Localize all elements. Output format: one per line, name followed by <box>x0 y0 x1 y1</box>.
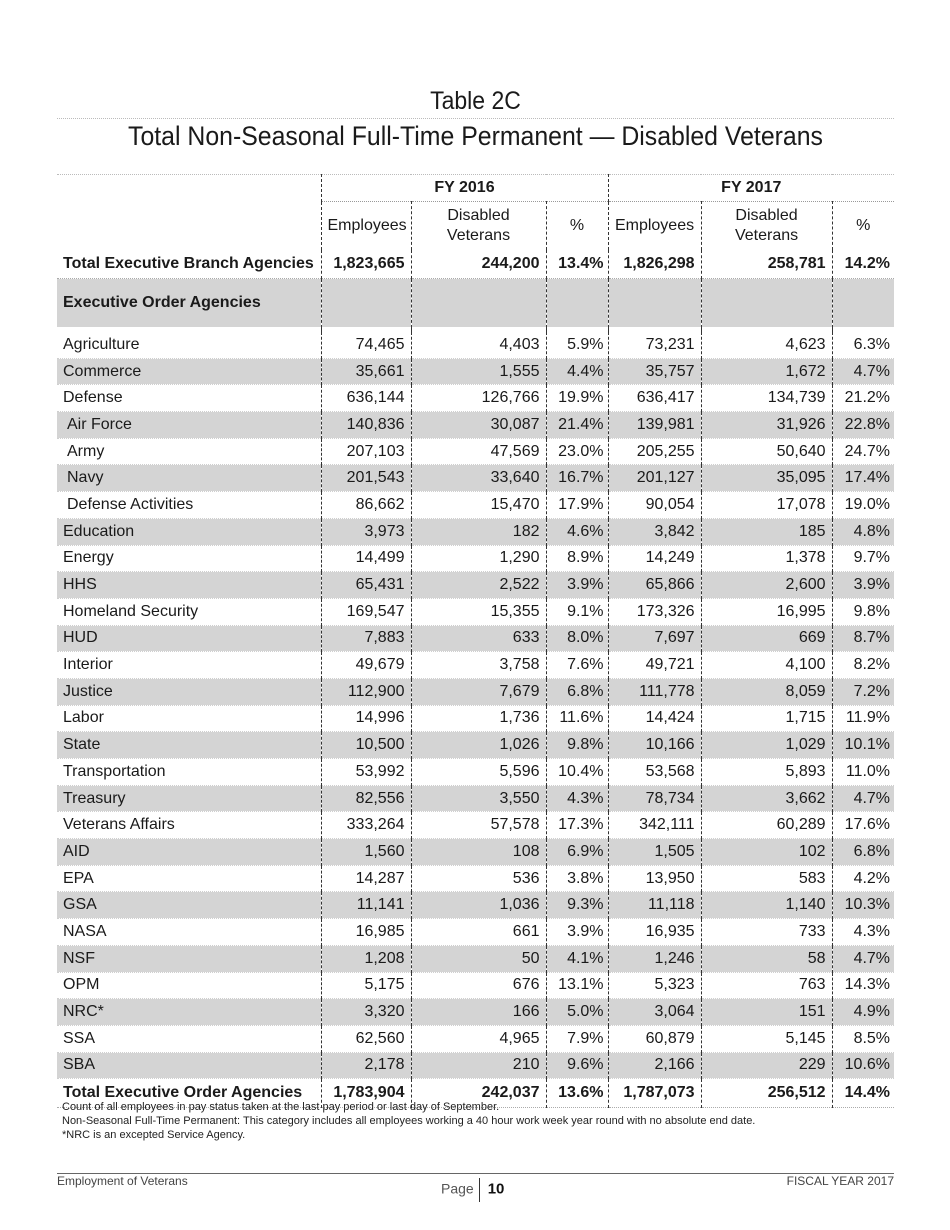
table-cell: 1,026 <box>411 732 546 759</box>
cell: 1,826,298 <box>608 250 701 279</box>
table-cell: 60,289 <box>701 812 832 839</box>
col-percent-2016: % <box>546 202 608 251</box>
table-cell: 3,973 <box>321 518 411 545</box>
table-cell: 30,087 <box>411 412 546 439</box>
table-cell: 6.8% <box>546 678 608 705</box>
agency-name: Agriculture <box>57 332 321 358</box>
table-row <box>57 892 894 919</box>
table-cell: 57,578 <box>411 812 546 839</box>
table-cell: 4,623 <box>701 332 832 358</box>
table-cell: 49,721 <box>608 652 701 679</box>
table-cell: 134,739 <box>701 385 832 412</box>
table-cell: 15,470 <box>411 492 546 519</box>
table-cell: 49,679 <box>321 652 411 679</box>
table-cell: 1,505 <box>608 839 701 866</box>
table-cell: 3.9% <box>832 572 894 599</box>
title-divider <box>57 118 894 119</box>
table-row <box>57 438 894 465</box>
table-cell: 166 <box>411 999 546 1026</box>
table-cell: 11.6% <box>546 705 608 732</box>
group-fy2017: FY 2017 <box>608 175 894 202</box>
table-cell: 229 <box>701 1052 832 1079</box>
table-cell: 10.1% <box>832 732 894 759</box>
section-label: Executive Order Agencies <box>57 279 321 328</box>
group-header-row <box>57 175 894 202</box>
table-cell: 201,543 <box>321 465 411 492</box>
table-cell: 4.7% <box>832 785 894 812</box>
table-cell: 14,287 <box>321 865 411 892</box>
table-cell: 4,403 <box>411 332 546 358</box>
table-cell: 24.7% <box>832 438 894 465</box>
agency-name: Defense <box>57 385 321 412</box>
agency-name: Homeland Security <box>57 598 321 625</box>
footnote: Non-Seasonal Full-Time Permanent: This category includes all employees working a 40 hour work week year round with no absolute end date. <box>62 1115 756 1127</box>
table-cell: 31,926 <box>701 412 832 439</box>
table-cell: 8.0% <box>546 625 608 652</box>
table-row <box>57 385 894 412</box>
agency-name: Education <box>57 518 321 545</box>
table-cell: 11,118 <box>608 892 701 919</box>
table-cell: 22.8% <box>832 412 894 439</box>
table-row <box>57 812 894 839</box>
table-cell: 151 <box>701 999 832 1026</box>
table-cell: 126,766 <box>411 385 546 412</box>
veterans-table <box>57 174 894 1108</box>
table-cell: 73,231 <box>608 332 701 358</box>
table-cell: 4,100 <box>701 652 832 679</box>
table-cell: 7,883 <box>321 625 411 652</box>
agency-name: Justice <box>57 678 321 705</box>
table-row <box>57 1025 894 1052</box>
table-cell: 1,029 <box>701 732 832 759</box>
table-cell: 205,255 <box>608 438 701 465</box>
cell: 13.4% <box>546 250 608 279</box>
table-cell: 11,141 <box>321 892 411 919</box>
table-cell: 35,661 <box>321 358 411 385</box>
table-cell: 17.3% <box>546 812 608 839</box>
table-cell: 10,166 <box>608 732 701 759</box>
agency-name: Defense Activities <box>57 492 321 519</box>
table-cell: 6.9% <box>546 839 608 866</box>
column-header-row <box>57 202 894 251</box>
cell: 14.2% <box>832 250 894 279</box>
table-cell: 8.5% <box>832 1025 894 1052</box>
footer-left-text: Employment of Veterans <box>57 1174 188 1188</box>
agency-name: AID <box>57 839 321 866</box>
table-row <box>57 945 894 972</box>
table-cell: 3,662 <box>701 785 832 812</box>
table-cell: 17.6% <box>832 812 894 839</box>
table-cell: 9.8% <box>832 598 894 625</box>
table-cell: 10,500 <box>321 732 411 759</box>
table-cell: 4.3% <box>832 919 894 946</box>
agency-name: NSF <box>57 945 321 972</box>
footnote: *NRC is an excepted Service Agency. <box>62 1129 246 1141</box>
table-cell: 1,246 <box>608 945 701 972</box>
table-cell: 8,059 <box>701 678 832 705</box>
table-cell: 4.6% <box>546 518 608 545</box>
agency-name: EPA <box>57 865 321 892</box>
table-cell: 14,249 <box>608 545 701 572</box>
table-cell: 676 <box>411 972 546 999</box>
table-cell: 3,064 <box>608 999 701 1026</box>
row-label: Total Executive Branch Agencies <box>57 250 321 279</box>
table-cell: 9.1% <box>546 598 608 625</box>
table-row <box>57 972 894 999</box>
table-cell: 2,178 <box>321 1052 411 1079</box>
agency-name: NRC* <box>57 999 321 1026</box>
table-cell: 14.4% <box>832 1079 894 1108</box>
table-cell: 4.7% <box>832 945 894 972</box>
table-cell: 763 <box>701 972 832 999</box>
table-cell: 2,522 <box>411 572 546 599</box>
table-row <box>57 999 894 1026</box>
table-cell: 8.9% <box>546 545 608 572</box>
table-cell: 5,145 <box>701 1025 832 1052</box>
table-cell: 2,600 <box>701 572 832 599</box>
table-cell: 62,560 <box>321 1025 411 1052</box>
table-cell: 4.1% <box>546 945 608 972</box>
agency-name: Commerce <box>57 358 321 385</box>
table-row <box>57 332 894 358</box>
table-cell: 10.6% <box>832 1052 894 1079</box>
table-title: Table 2C <box>430 87 521 115</box>
table-cell: 636,417 <box>608 385 701 412</box>
table-row <box>57 678 894 705</box>
table-cell: 47,569 <box>411 438 546 465</box>
table-cell: 7.6% <box>546 652 608 679</box>
table-row <box>57 572 894 599</box>
table-cell: 35,095 <box>701 465 832 492</box>
table-cell: 1,736 <box>411 705 546 732</box>
agency-name: Transportation <box>57 759 321 786</box>
table-row <box>57 412 894 439</box>
table-cell: 1,290 <box>411 545 546 572</box>
table-cell: 112,900 <box>321 678 411 705</box>
table-cell: 4.9% <box>832 999 894 1026</box>
cell: 258,781 <box>701 250 832 279</box>
table-cell: 11.9% <box>832 705 894 732</box>
table-cell: 16,935 <box>608 919 701 946</box>
table-cell: 65,431 <box>321 572 411 599</box>
table-cell: 3,320 <box>321 999 411 1026</box>
table-cell: 140,836 <box>321 412 411 439</box>
table-row <box>57 839 894 866</box>
table-cell: 5,323 <box>608 972 701 999</box>
table-row <box>57 1052 894 1079</box>
table-row <box>57 518 894 545</box>
table-cell: 210 <box>411 1052 546 1079</box>
col-disabled-veterans-2016: Disabled Veterans <box>411 202 546 251</box>
col-employees-2016: Employees <box>321 202 411 251</box>
table-cell: 10.4% <box>546 759 608 786</box>
table-cell: 50 <box>411 945 546 972</box>
agency-name: Air Force <box>57 412 321 439</box>
table-row <box>57 652 894 679</box>
table-row <box>57 625 894 652</box>
page-number: 10 <box>487 1180 505 1198</box>
table-cell: 1,672 <box>701 358 832 385</box>
table-cell: 7,679 <box>411 678 546 705</box>
table-cell: 5.0% <box>546 999 608 1026</box>
table-cell: 182 <box>411 518 546 545</box>
cell: 1,823,665 <box>321 250 411 279</box>
table-cell: 3.8% <box>546 865 608 892</box>
agency-name: SBA <box>57 1052 321 1079</box>
table-cell: 173,326 <box>608 598 701 625</box>
table-cell: 6.8% <box>832 839 894 866</box>
table-cell: 5,893 <box>701 759 832 786</box>
table-cell: 1,140 <box>701 892 832 919</box>
agency-name: HUD <box>57 625 321 652</box>
table-cell: 733 <box>701 919 832 946</box>
table-cell: 3.9% <box>546 572 608 599</box>
table-cell: 342,111 <box>608 812 701 839</box>
table-cell: 17.9% <box>546 492 608 519</box>
table-cell: 4.3% <box>546 785 608 812</box>
table-cell: 9.8% <box>546 732 608 759</box>
table-cell: 90,054 <box>608 492 701 519</box>
table-cell: 35,757 <box>608 358 701 385</box>
table-cell: 1,560 <box>321 839 411 866</box>
page-separator <box>479 1178 480 1202</box>
table-cell: 14,996 <box>321 705 411 732</box>
table-cell: 14.3% <box>832 972 894 999</box>
table-cell: 21.4% <box>546 412 608 439</box>
table-cell: 33,640 <box>411 465 546 492</box>
table-cell: 5.9% <box>546 332 608 358</box>
table-cell: 4.8% <box>832 518 894 545</box>
table-cell: 6.3% <box>832 332 894 358</box>
table-cell: 19.0% <box>832 492 894 519</box>
table-cell: 661 <box>411 919 546 946</box>
agency-name: State <box>57 732 321 759</box>
table-cell: 17,078 <box>701 492 832 519</box>
agency-name: Energy <box>57 545 321 572</box>
table-cell: 169,547 <box>321 598 411 625</box>
table-cell: 7,697 <box>608 625 701 652</box>
table-cell: 102 <box>701 839 832 866</box>
table-cell: 1,783,904 <box>321 1079 411 1108</box>
table-cell: 53,992 <box>321 759 411 786</box>
table-row <box>57 358 894 385</box>
total-branch-row <box>57 250 894 279</box>
table-subtitle: Total Non-Seasonal Full-Time Permanent — Disabled Veterans <box>128 121 823 151</box>
table-cell: 4,965 <box>411 1025 546 1052</box>
group-fy2016: FY 2016 <box>321 175 608 202</box>
table-cell: 139,981 <box>608 412 701 439</box>
table-cell: 201,127 <box>608 465 701 492</box>
table-row <box>57 598 894 625</box>
table-cell: 19.9% <box>546 385 608 412</box>
table-cell: 50,640 <box>701 438 832 465</box>
agency-name: NASA <box>57 919 321 946</box>
table-cell: 1,208 <box>321 945 411 972</box>
page-indicator <box>441 1178 504 1202</box>
table-row <box>57 732 894 759</box>
table-cell: 60,879 <box>608 1025 701 1052</box>
table-cell: 3.9% <box>546 919 608 946</box>
agency-name: SSA <box>57 1025 321 1052</box>
table-cell: 16,995 <box>701 598 832 625</box>
table-cell: 53,568 <box>608 759 701 786</box>
table-cell: 8.7% <box>832 625 894 652</box>
table-cell: 13.6% <box>546 1079 608 1108</box>
table-cell: 108 <box>411 839 546 866</box>
footnotes <box>62 1100 755 1142</box>
table-row <box>57 545 894 572</box>
table-cell: 9.3% <box>546 892 608 919</box>
table-cell: 1,787,073 <box>608 1079 701 1108</box>
table-row <box>57 759 894 786</box>
table-cell: 13.1% <box>546 972 608 999</box>
table-cell: 9.6% <box>546 1052 608 1079</box>
section-header-row <box>57 279 894 328</box>
table-cell: 16.7% <box>546 465 608 492</box>
table-cell: 3,842 <box>608 518 701 545</box>
table-cell: 17.4% <box>832 465 894 492</box>
table-cell: 74,465 <box>321 332 411 358</box>
agency-name: HHS <box>57 572 321 599</box>
table-cell: 1,378 <box>701 545 832 572</box>
table-cell: 14,499 <box>321 545 411 572</box>
table-cell: 58 <box>701 945 832 972</box>
table-cell: 13,950 <box>608 865 701 892</box>
table-row <box>57 705 894 732</box>
table-cell: 4.7% <box>832 358 894 385</box>
table-cell: 23.0% <box>546 438 608 465</box>
table-cell: 15,355 <box>411 598 546 625</box>
col-disabled-veterans-2017: Disabled Veterans <box>701 202 832 251</box>
table-cell: 8.2% <box>832 652 894 679</box>
table-cell: 333,264 <box>321 812 411 839</box>
table-cell: 185 <box>701 518 832 545</box>
agency-name: Navy <box>57 465 321 492</box>
table-row <box>57 465 894 492</box>
agency-name: Labor <box>57 705 321 732</box>
table-row <box>57 785 894 812</box>
table-cell: 1,036 <box>411 892 546 919</box>
agency-name: Veterans Affairs <box>57 812 321 839</box>
footnote: Count of all employees in pay status taken at the last pay period or last day of September. <box>62 1101 500 1113</box>
agency-name: Interior <box>57 652 321 679</box>
table-cell: 633 <box>411 625 546 652</box>
table-cell: 669 <box>701 625 832 652</box>
table-cell: 3,758 <box>411 652 546 679</box>
table-cell: 3,550 <box>411 785 546 812</box>
table-row <box>57 492 894 519</box>
cell: 244,200 <box>411 250 546 279</box>
table-cell: 7.9% <box>546 1025 608 1052</box>
table-cell: 583 <box>701 865 832 892</box>
table-cell: 207,103 <box>321 438 411 465</box>
table-cell: 1,555 <box>411 358 546 385</box>
table-cell: 10.3% <box>832 892 894 919</box>
table-cell: 82,556 <box>321 785 411 812</box>
agency-name: GSA <box>57 892 321 919</box>
table-cell: 4.2% <box>832 865 894 892</box>
table-row <box>57 919 894 946</box>
table-cell: 242,037 <box>411 1079 546 1108</box>
table-cell: 2,166 <box>608 1052 701 1079</box>
table-cell: 636,144 <box>321 385 411 412</box>
table-cell: 4.4% <box>546 358 608 385</box>
table-cell: 65,866 <box>608 572 701 599</box>
table-cell: 21.2% <box>832 385 894 412</box>
agency-name: Total Executive Order Agencies <box>57 1079 321 1108</box>
table-cell: 111,778 <box>608 678 701 705</box>
table-cell: 16,985 <box>321 919 411 946</box>
table-cell: 9.7% <box>832 545 894 572</box>
page-label: Page <box>441 1180 474 1197</box>
agency-name: Army <box>57 438 321 465</box>
table-cell: 5,596 <box>411 759 546 786</box>
footer-right-text: FISCAL YEAR 2017 <box>786 1174 894 1188</box>
table-cell: 7.2% <box>832 678 894 705</box>
col-employees-2017: Employees <box>608 202 701 251</box>
table-cell: 1,715 <box>701 705 832 732</box>
table-cell: 256,512 <box>701 1079 832 1108</box>
table-cell: 78,734 <box>608 785 701 812</box>
agency-name: OPM <box>57 972 321 999</box>
table-cell: 536 <box>411 865 546 892</box>
col-percent-2017: % <box>832 202 894 251</box>
table-cell: 5,175 <box>321 972 411 999</box>
table-cell: 86,662 <box>321 492 411 519</box>
table-cell: 14,424 <box>608 705 701 732</box>
agency-name: Treasury <box>57 785 321 812</box>
table-row <box>57 865 894 892</box>
table-cell: 11.0% <box>832 759 894 786</box>
